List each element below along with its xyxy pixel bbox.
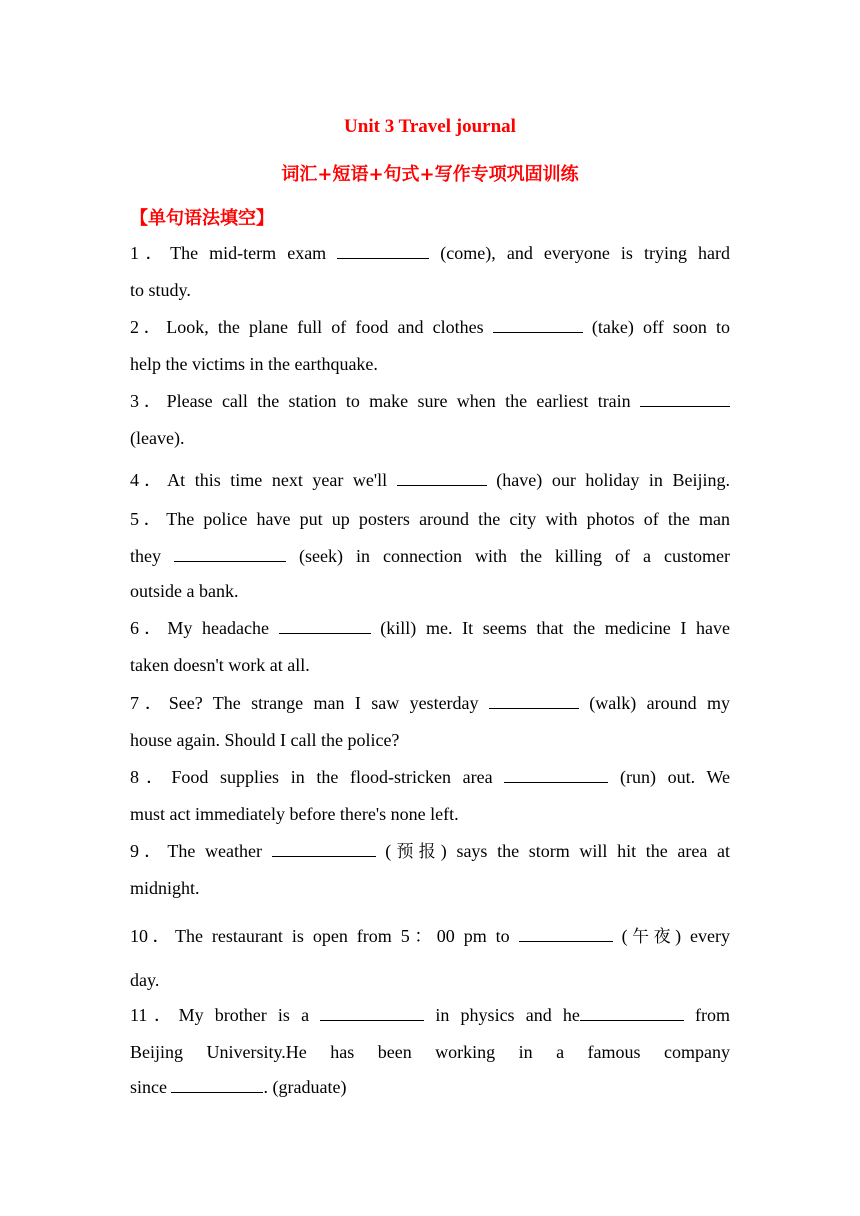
question-text: since	[130, 1077, 172, 1097]
question-11	[130, 997, 730, 1106]
question-11-line-3	[130, 1069, 730, 1106]
question-text: (seek) in connection with the killing of a customer	[286, 546, 730, 566]
question-1-line-2: to study.	[130, 280, 191, 300]
question-7-line-2: house again. Should I call the police?	[130, 730, 400, 750]
question-9-line-1	[130, 833, 730, 870]
question-3	[130, 383, 730, 461]
question-10	[130, 916, 730, 997]
question-text: (take) off soon to	[582, 317, 730, 337]
question-4-line-1	[130, 462, 730, 499]
question-9	[130, 833, 730, 907]
question-text: . (graduate)	[263, 1077, 347, 1097]
question-text: 8．Food supplies in the flood-stricken area	[130, 767, 505, 787]
question-text: (kill) me. It seems that the medicine I have	[370, 618, 730, 638]
question-2-line-1	[130, 309, 730, 346]
question-2-line-2: help the victims in the earthquake.	[130, 354, 378, 374]
chinese-hint: 预报	[391, 842, 441, 862]
question-text: (have) our holiday in Beijing.	[486, 470, 730, 490]
question-text: 11．My brother is a	[130, 1005, 321, 1025]
answer-blank[interactable]	[519, 925, 613, 942]
question-6-line-2: taken doesn't work at all.	[130, 655, 310, 675]
answer-blank[interactable]	[320, 1004, 424, 1021]
question-text: 6．My headache	[130, 618, 279, 638]
question-5-line-2	[130, 538, 730, 575]
question-8	[130, 759, 730, 833]
question-7-line-1	[130, 685, 730, 722]
answer-blank[interactable]	[272, 840, 376, 857]
question-text: (	[375, 841, 392, 861]
answer-blank[interactable]	[279, 617, 371, 634]
question-10-line-2: day.	[130, 970, 160, 990]
question-text: ) says the storm will hit the area at	[440, 841, 730, 861]
question-5-line-1: 5．The police have put up posters around the city with photos of the man	[130, 509, 730, 529]
question-text: 9．The weather	[130, 841, 272, 861]
answer-blank[interactable]	[580, 1004, 684, 1021]
question-text: 10．The restaurant is open from 5：00 pm to	[130, 926, 519, 946]
question-8-line-1	[130, 759, 730, 796]
question-7	[130, 685, 730, 759]
answer-blank[interactable]	[504, 766, 608, 783]
question-text: 7．See? The strange man I saw yesterday	[130, 693, 489, 713]
answer-blank[interactable]	[337, 242, 429, 259]
question-1-line-1	[130, 235, 730, 272]
question-text: from	[683, 1005, 730, 1025]
question-8-line-2: must act immediately before there's none left.	[130, 804, 459, 824]
document-subtitle: 词汇+短语+句式+写作专项巩固训练	[281, 164, 579, 185]
question-11-line-1	[130, 997, 730, 1034]
question-text: (	[612, 926, 628, 946]
question-text: (run) out. We	[608, 767, 730, 787]
question-1	[130, 235, 730, 309]
question-2	[130, 309, 730, 383]
question-text: (walk) around my	[578, 693, 730, 713]
question-5-line-3: outside a bank.	[130, 581, 239, 601]
answer-blank[interactable]	[493, 316, 583, 333]
chinese-hint: 午夜	[627, 927, 676, 947]
answer-blank[interactable]	[640, 390, 730, 407]
question-text: in physics and he	[424, 1005, 580, 1025]
question-3-line-2: (leave).	[130, 428, 185, 448]
answer-blank[interactable]	[171, 1076, 263, 1093]
answer-blank[interactable]	[174, 545, 286, 562]
question-3-line-1	[130, 383, 730, 420]
question-text: they	[130, 546, 174, 566]
question-6-line-1	[130, 610, 730, 647]
question-4	[130, 462, 730, 499]
question-9-line-2: midnight.	[130, 878, 200, 898]
question-text: (come), and everyone is trying hard	[429, 243, 730, 263]
question-5	[130, 501, 730, 610]
question-10-line-1	[130, 916, 730, 960]
question-text: 4．At this time next year we'll	[130, 470, 397, 490]
question-11-line-2: Beijing University.He has been working in a famous company	[130, 1042, 730, 1062]
answer-blank[interactable]	[397, 469, 487, 486]
answer-blank[interactable]	[489, 692, 579, 709]
question-6	[130, 610, 730, 684]
question-text: 3．Please call the station to make sure when the earliest train	[130, 391, 640, 411]
question-text: 2．Look, the plane full of food and clothes	[130, 317, 493, 337]
section-heading: 【单句语法填空】	[130, 208, 274, 229]
question-text: ) every	[675, 926, 730, 946]
question-text: 1．The mid-term exam	[130, 243, 338, 263]
document-title: Unit 3 Travel journal	[344, 116, 516, 137]
